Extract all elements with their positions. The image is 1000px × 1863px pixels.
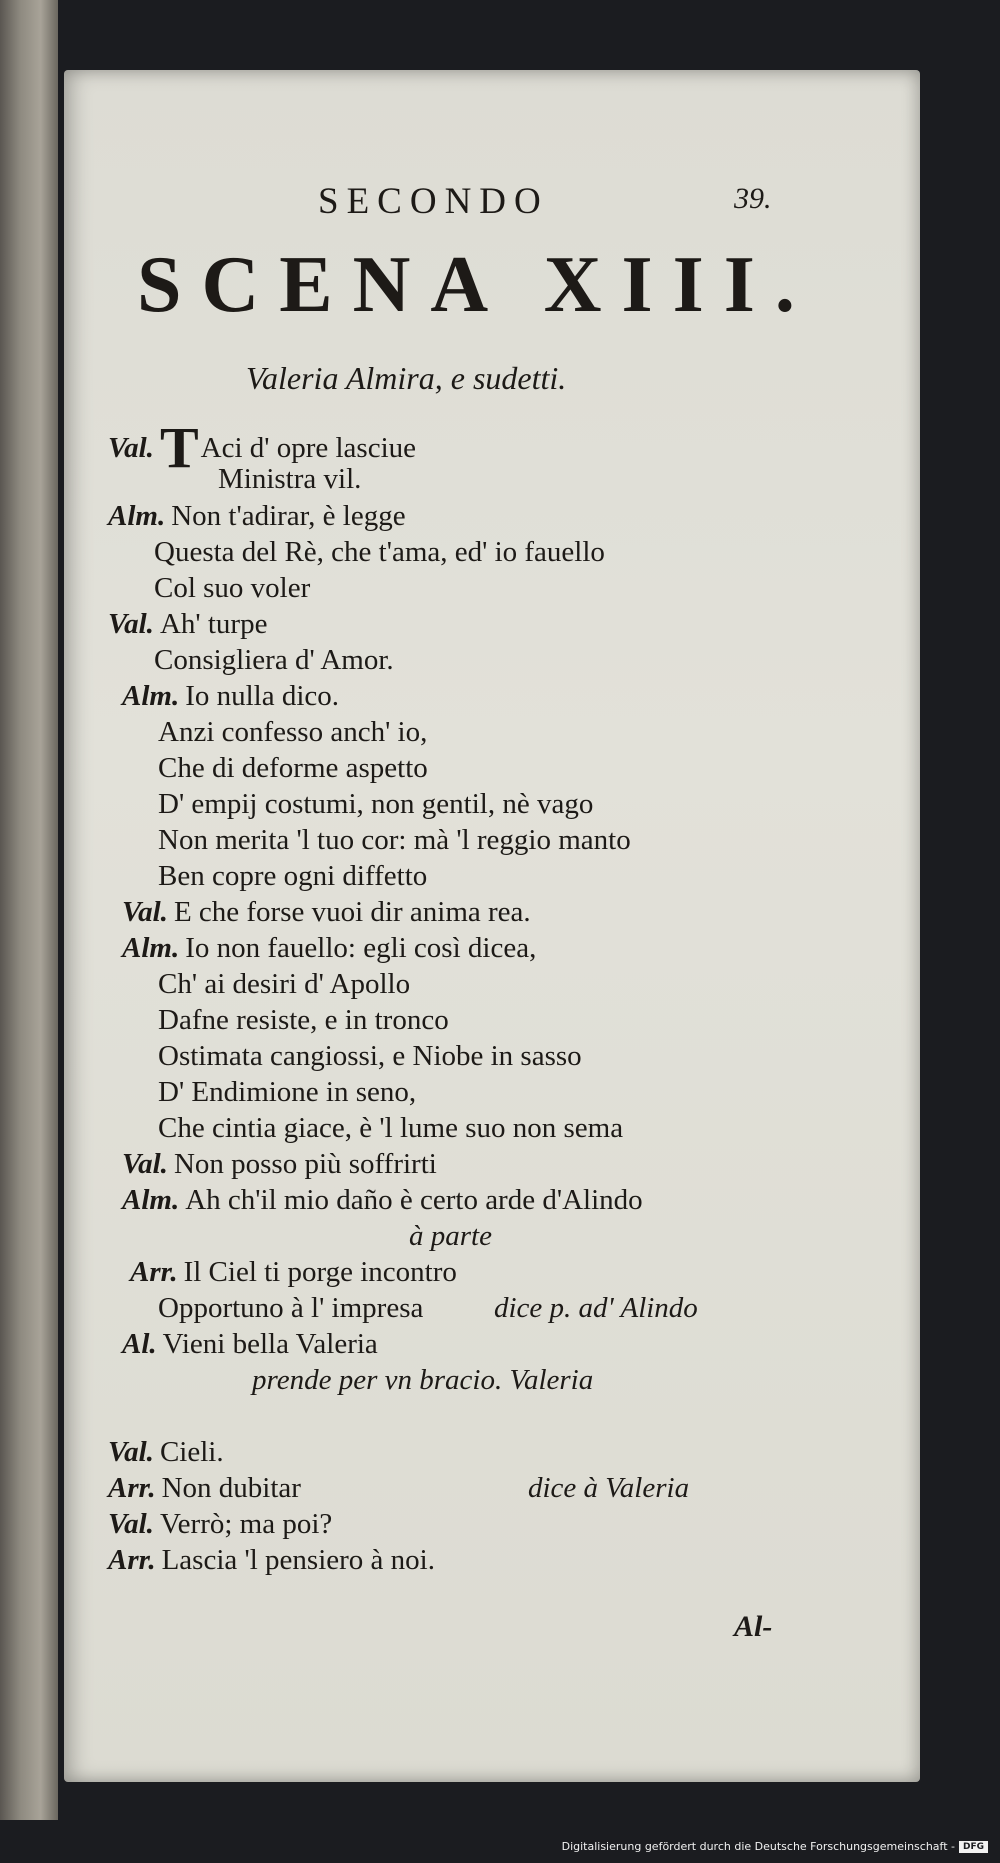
verse-line [108,1508,332,1541]
verse-text: Col suo voler [154,572,311,604]
verse-line [218,463,361,496]
stage-direction: dice p. ad' Alindo [494,1292,698,1324]
verse-line [130,1256,457,1289]
page-number: 39. [734,182,772,215]
verse-text: Il Ciel ti porge incontro [183,1256,457,1288]
verse-line [158,752,428,785]
verse-text: Cieli. [159,1436,224,1468]
verse-line [122,896,531,929]
verse-text: Vieni bella Valeria [162,1328,378,1360]
verse-text: Questa del Rè, che t'ama, ed' io fauello [154,536,605,568]
verse-line [122,1328,378,1361]
verse-line [154,536,605,569]
digitization-credit [562,1840,988,1853]
verse-text: Dafne resiste, e in tronco [158,1004,449,1036]
verse-text: Verrò; ma poi? [159,1508,333,1540]
speaker-label: Alm. [122,932,180,964]
stage-direction: dice à Valeria [528,1472,690,1504]
verse-text: Ah' turpe [159,608,268,640]
verse-text: D' Endimione in seno, [158,1076,417,1108]
verse-text: Ah ch'il mio daño è certo arde d'Alindo [185,1184,643,1216]
speaker-label: Alm. [122,1184,180,1216]
book-page [64,70,920,1782]
verse-text: Io non fauello: egli così dicea, [185,932,537,964]
verse-line [122,932,536,965]
verse-line [158,968,410,1001]
verse-line [158,860,427,893]
stage-direction: prende per vn bracio. Valeria [252,1364,594,1396]
verse-line [158,716,427,749]
speaker-label: Val. [108,1436,154,1468]
speaker-label: Val. [108,608,154,640]
verse-text: D' empij costumi, non gentil, nè vago [158,788,594,820]
verse-text: Aci d' opre lasciue [200,432,417,464]
running-header: SECONDO [318,181,549,222]
credit-text: Digitalisierung gefördert durch die Deutsche Forschungsgemeinschaft - [561,1840,955,1853]
verse-line [158,788,593,821]
verse-line [108,1472,301,1505]
verse-line [108,1544,435,1577]
verse-line [108,1436,224,1469]
verse-text: Ben copre ogni diffetto [158,860,428,892]
drop-cap: T [159,415,199,480]
stage-direction: à parte [409,1220,492,1252]
verse-line [154,572,310,605]
verse-text: Ministra vil. [218,463,362,495]
verse-text: Opportuno à l' impresa [158,1292,424,1324]
verse-line [158,1040,582,1073]
verse-line [158,1076,416,1109]
speaker-label: Arr. [108,1544,156,1576]
verse-line [108,608,267,641]
verse-text: Io nulla dico. [185,680,340,712]
catchword: Al- [734,1610,773,1643]
scene-title: SCENA XIII. [137,241,815,329]
verse-text: Consigliera d' Amor. [154,644,394,676]
speaker-label: Arr. [108,1472,156,1504]
facing-page-edge [0,0,58,1820]
verse-text: Non merita 'l tuo cor: mà 'l reggio manto [158,824,631,856]
speaker-label: Al. [122,1328,157,1360]
verse-line [108,500,406,533]
verse-line [122,1184,643,1217]
speaker-label: Val. [122,1148,168,1180]
verse-text: Anzi confesso anch' io, [158,716,428,748]
verse-line [122,680,339,713]
verse-text: Non posso più soffrirti [173,1148,437,1180]
verse-text: Che di deforme aspetto [158,752,428,784]
dfg-logo: DFG [959,1841,988,1853]
speaker-label: Val. [108,1508,154,1540]
speaker-label: Val. [108,432,154,464]
verse-text: E che forse vuoi dir anima rea. [173,896,531,928]
verse-text: Ostimata cangiossi, e Niobe in sasso [158,1040,582,1072]
verse-line [158,1112,623,1145]
speaker-label: Arr. [130,1256,178,1288]
verse-text: Che cintia giace, è 'l lume suo non sema [158,1112,624,1144]
verse-line [158,1004,449,1037]
verse-line [158,1292,423,1325]
verse-text: Non t'adirar, è legge [171,500,406,532]
verse-line [158,824,631,857]
speaker-label: Alm. [108,500,166,532]
verse-line [154,644,394,677]
verse-text: Non dubitar [161,1472,301,1504]
speaker-label: Val. [122,896,168,928]
verse-text: Lascia 'l pensiero à noi. [161,1544,435,1576]
scene-characters: Valeria Almira, e sudetti. [246,360,567,396]
speaker-label: Alm. [122,680,180,712]
verse-text: Ch' ai desiri d' Apollo [158,968,411,1000]
verse-line [122,1148,437,1181]
